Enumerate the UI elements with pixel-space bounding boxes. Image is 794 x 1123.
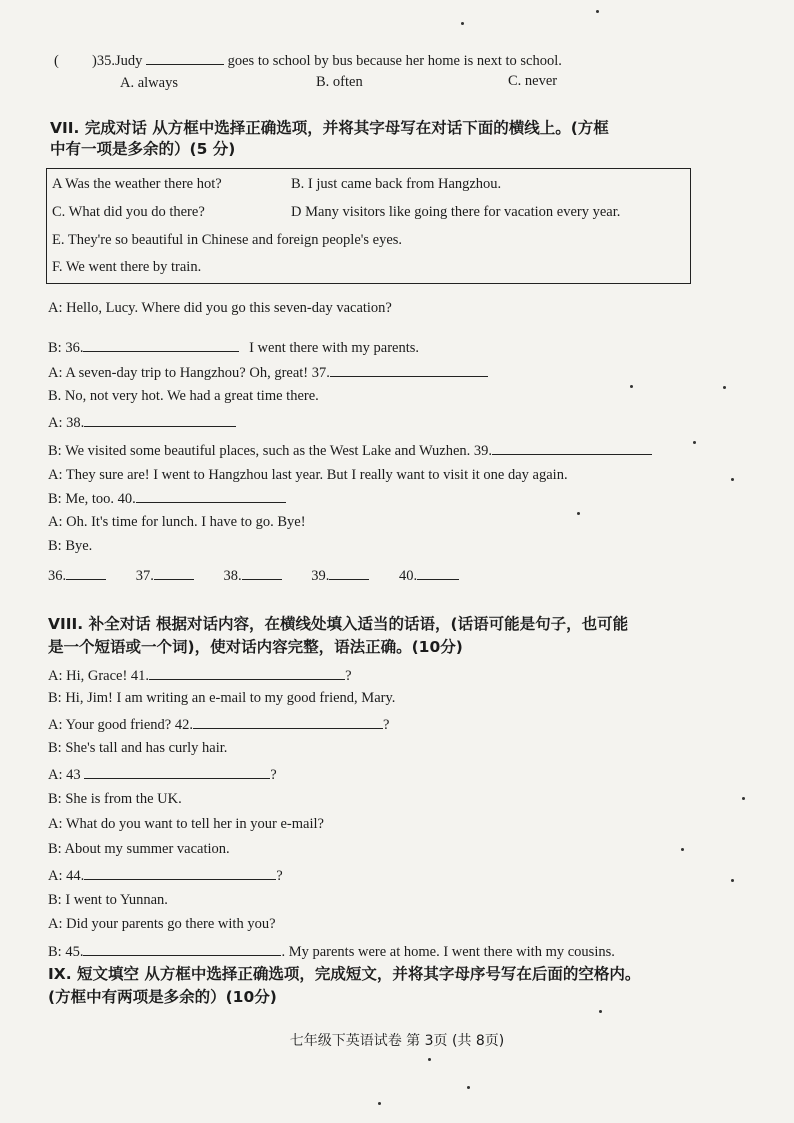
dialog-8-line-44: [48, 865, 283, 885]
dialog-7-line-37-text: A: A seven-day trip to Hangzhou? Oh, great! 37.: [48, 365, 330, 381]
dialog-7-line-38: [48, 412, 236, 432]
answer-40-label: 40.: [399, 568, 418, 584]
dialog-8-line-41-text: A: Hi, Grace! 41.: [48, 668, 150, 684]
dialog-8-line-2: B: Hi, Jim! I am writing an e-mail to my good friend, Mary.: [48, 690, 396, 706]
q35-option-c: C. never: [508, 73, 558, 89]
answer-37-blank[interactable]: [154, 565, 194, 580]
scan-speck: [693, 441, 696, 444]
answer-39-label: 39.: [311, 568, 330, 584]
scan-speck: [723, 386, 726, 389]
dialog-8-line-42-text: A: Your good friend? 42.: [48, 717, 193, 733]
dialog-8-line-6: B: She is from the UK.: [48, 791, 182, 807]
dialog-8-line-43-text: A: 43: [48, 767, 81, 783]
box-option-d: D Many visitors like going there for vacation every year.: [291, 204, 621, 220]
scan-speck: [599, 1010, 602, 1013]
question-mark: ?: [345, 668, 352, 684]
scan-speck: [630, 385, 633, 388]
blank-45[interactable]: [83, 941, 281, 956]
scan-speck: [742, 797, 745, 800]
dialog-8-line-41: [48, 665, 352, 685]
blank-39[interactable]: [492, 440, 652, 455]
dialog-7-line-1: A: Hello, Lucy. Where did you go this seven-day vacation?: [48, 300, 392, 316]
scan-speck: [461, 22, 464, 25]
dialog-8-line-45-prefix: B: 45.: [48, 944, 84, 960]
answer-row-36-40: [48, 565, 459, 585]
dialog-7-line-39: [48, 440, 652, 460]
blank-38[interactable]: [84, 412, 236, 427]
question-mark: ?: [276, 868, 283, 884]
dialog-8-line-43: [48, 764, 277, 784]
scan-speck: [467, 1086, 470, 1089]
dialog-7-line-36-suffix: I went there with my parents.: [249, 340, 419, 356]
blank-40[interactable]: [136, 488, 286, 503]
section-8-heading-line2: 是一个短语或一个词)，使对话内容完整，语法正确。(10分): [48, 638, 463, 656]
q35-option-a: A. always: [120, 75, 178, 91]
blank-41[interactable]: [149, 665, 345, 680]
blank-44[interactable]: [84, 865, 276, 880]
dialog-8-line-44-text: A: 44.: [48, 868, 85, 884]
blank-36[interactable]: [83, 337, 239, 352]
section-7-heading-line2: 中有一项是多余的）(5 分): [50, 140, 236, 158]
box-option-e: E. They're so beautiful in Chinese and foreign people's eyes.: [52, 232, 403, 248]
dialog-7-line-36: [48, 337, 419, 357]
dialog-7-line-10: B: Bye.: [48, 538, 93, 554]
dialog-7-line-39-text: B: We visited some beautiful places, such as the West Lake and Wuzhen. 39.: [48, 443, 493, 459]
dialog-7-line-40-text: B: Me, too. 40.: [48, 491, 136, 507]
dialog-8-line-42: [48, 714, 389, 734]
q35-stem-end: goes to school by bus because her home is next to school.: [227, 53, 562, 69]
blank-42[interactable]: [193, 714, 383, 729]
box-option-f: F. We went there by train.: [52, 259, 202, 275]
dialog-7-line-9: A: Oh. It's time for lunch. I have to go. Bye!: [48, 514, 306, 530]
q35-paren: (: [54, 53, 59, 69]
scan-speck: [681, 848, 684, 851]
q35-option-b: B. often: [316, 74, 363, 90]
dialog-8-line-8: B: About my summer vacation.: [48, 841, 230, 857]
dialog-7-line-4: B. No, not very hot. We had a great time there.: [48, 388, 319, 404]
box-option-b: B. I just came back from Hangzhou.: [291, 176, 502, 192]
dialog-8-line-11: A: Did your parents go there with you?: [48, 916, 276, 932]
q35-stem: [92, 50, 562, 70]
scan-speck: [428, 1058, 431, 1061]
section-8-heading-line1: VIII. 补全对话 根据对话内容，在横线处填入适当的话语，(话语可能是句子，也可能: [48, 615, 629, 633]
dialog-7-line-7: A: They sure are! I went to Hangzhou last year. But I really want to visit it one day again.: [48, 467, 568, 483]
scan-speck: [577, 512, 580, 515]
question-mark: ?: [270, 767, 277, 783]
answer-39-blank[interactable]: [329, 565, 369, 580]
box-option-a: A Was the weather there hot?: [52, 176, 222, 192]
q35-blank[interactable]: [146, 50, 224, 65]
dialog-8-line-10: B: I went to Yunnan.: [48, 892, 168, 908]
dialog-8-line-45: [48, 941, 615, 961]
blank-43[interactable]: [84, 764, 270, 779]
scan-speck: [378, 1102, 381, 1105]
box-option-c: C. What did you do there?: [52, 204, 205, 220]
section-7-options-box: [46, 168, 691, 284]
question-mark: ?: [383, 717, 390, 733]
scan-speck: [731, 478, 734, 481]
section-9-heading-line1: IX. 短文填空 从方框中选择正确选项，完成短文，并将其字母序号写在后面的空格内。: [48, 965, 641, 983]
scan-speck: [596, 10, 599, 13]
q35-stem-start: )35.Judy: [92, 53, 143, 69]
page-footer: 七年级下英语试卷 第 3页 (共 8页): [289, 1033, 505, 1049]
dialog-7-line-38-text: A: 38.: [48, 415, 85, 431]
answer-36-blank[interactable]: [66, 565, 106, 580]
answer-36-label: 36.: [48, 568, 67, 584]
dialog-7-line-37: [48, 362, 488, 382]
dialog-8-line-7: A: What do you want to tell her in your e-mail?: [48, 816, 324, 832]
scan-speck: [731, 879, 734, 882]
answer-40-blank[interactable]: [417, 565, 459, 580]
blank-37[interactable]: [330, 362, 488, 377]
dialog-8-line-4: B: She's tall and has curly hair.: [48, 740, 228, 756]
answer-38-label: 38.: [223, 568, 242, 584]
section-7-heading-line1: VII. 完成对话 从方框中选择正确选项，并将其字母写在对话下面的横线上。(方框: [50, 119, 609, 137]
section-9-heading-line2: (方框中有两项是多余的）(10分): [48, 988, 277, 1006]
dialog-7-line-40: [48, 488, 286, 508]
dialog-8-line-45-suffix: . My parents were at home. I went there with my cousins.: [281, 944, 615, 960]
answer-38-blank[interactable]: [242, 565, 282, 580]
answer-37-label: 37.: [135, 568, 154, 584]
dialog-7-line-36-prefix: B: 36.: [48, 340, 84, 356]
